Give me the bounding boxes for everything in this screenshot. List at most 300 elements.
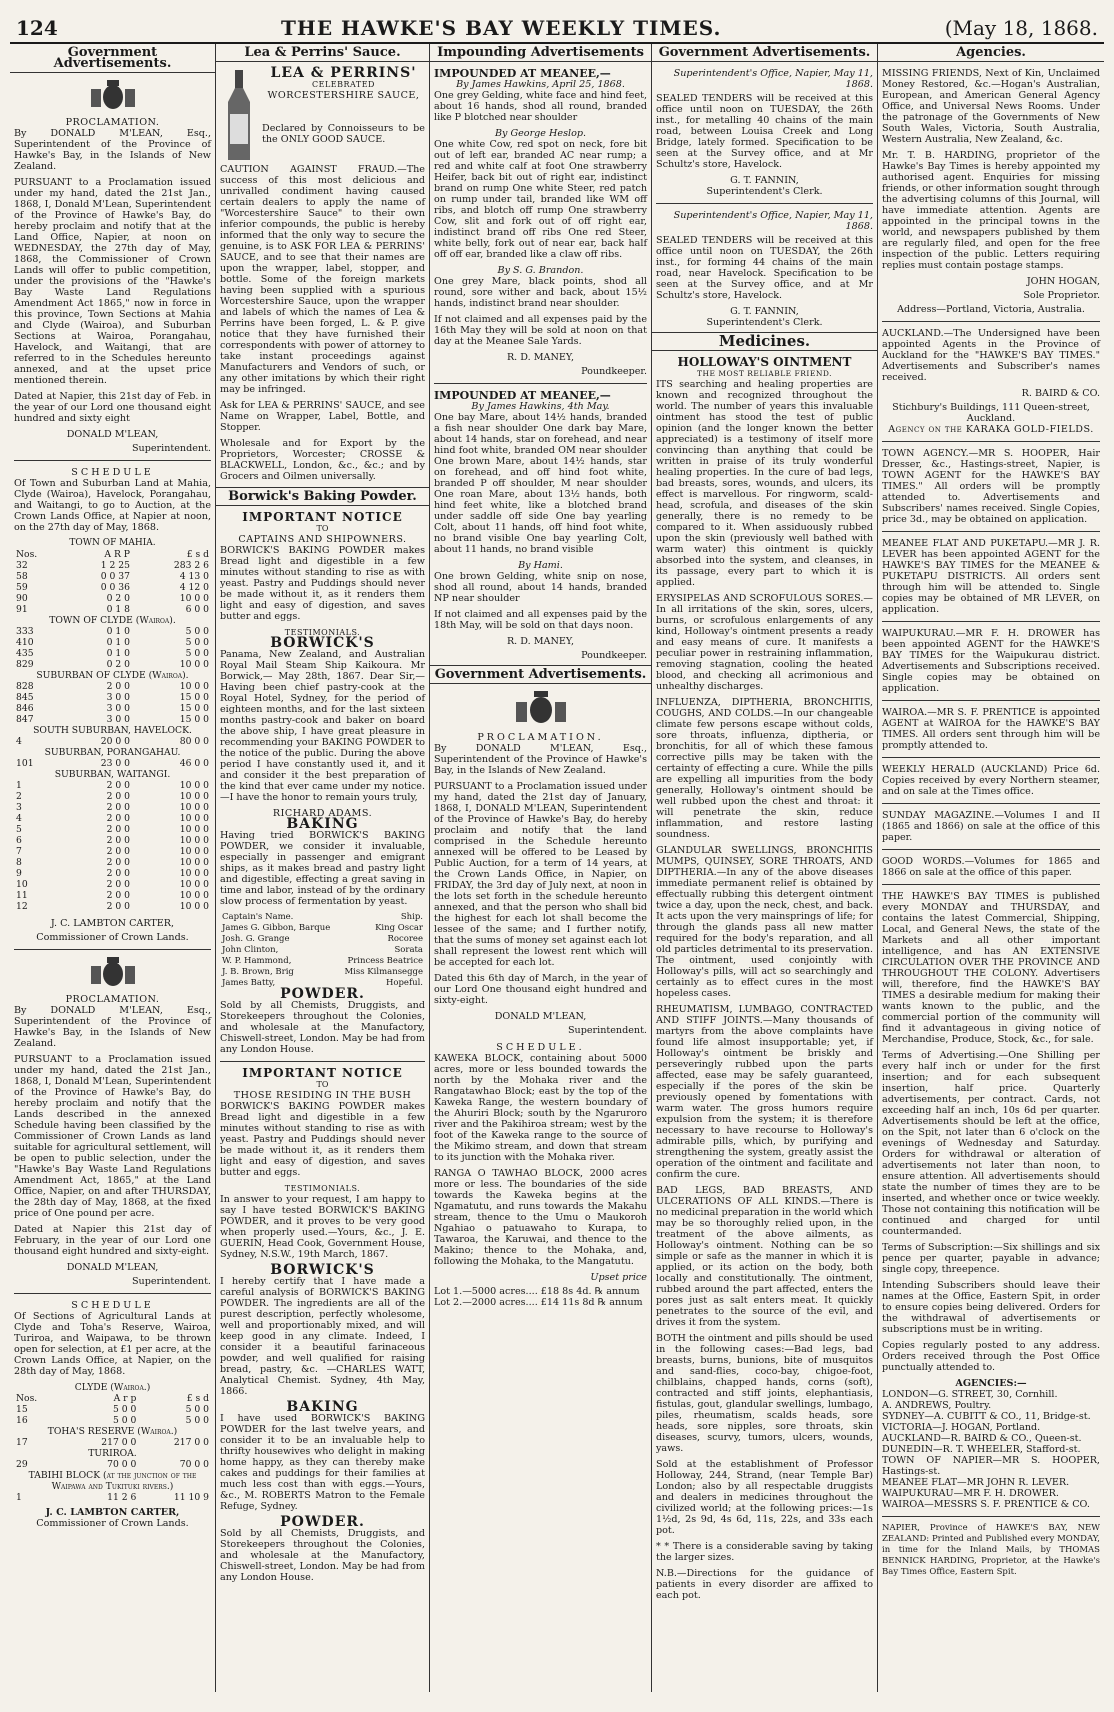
poundkeeper-name: R. D. MANEY, — [506, 352, 575, 363]
testimonial-letter: Panama, New Zealand, and Australian Royal Mail Steam Ship Kaikoura. Mr Borwick,— May 28th, 1867. Dear Sir,—Having been chief pastry-cook at the Royal Hotel, Sydney, for the period of eighteen months, and for the last sixteen months pastry-cook and baker on board the above ship, I have great pleasure in recommending your BAKING POWDER to the notice of the public. During the above period I have constantly used it, and it and consider it the best preparation of the kind that ever came under my notice.—I have the honor to remain yours truly, — [220, 649, 425, 803]
columns — [10, 44, 1104, 1692]
column-heading: Government Advertisements. — [652, 44, 877, 62]
agencies-list — [882, 1389, 1100, 1510]
table-row — [14, 791, 211, 802]
signatory-name: DONALD M'LEAN, — [494, 1011, 587, 1022]
list-item: AUCKLAND—R. BAIRD & CO., Queen-st. — [882, 1433, 1082, 1444]
agency-ad: WEEKLY HERALD (AUCKLAND) Price 6d. Copies received by every Northern steamer, and on sale at the Times office. — [882, 764, 1100, 797]
agency-ad: THE HAWKE'S BAY TIMES is published every MONDAY and THURSDAY, and contains the latest Commercial, Shipping, Local, and General News, the state of the Markets and all other important intelligence, and has AN EXTENSIVE CIRCULATION OVER THE PROVINCE AND THROUGHOUT THE COLONY. Advertisers will, therefore, find the HAWKE'S BAY TIMES a desirable medium for making their wants known to the public, and the commercial portion of the community will find it advantageous in giving notice of Merchandise, Produce, Stock, &c., for sale. — [882, 891, 1100, 1045]
table-cell: 10 0 0 — [179, 857, 209, 868]
impound-by: By James Hawkins, April 25, 1868. — [456, 79, 625, 90]
signatory-role: Superintendent. — [131, 443, 211, 454]
table-cell: 10 0 0 — [179, 824, 209, 835]
signatory-name: R. BAIRD & CO. — [1021, 388, 1100, 399]
poundkeeper-name: R. D. MANEY, — [506, 636, 575, 647]
table-row — [14, 659, 211, 670]
table-row — [220, 945, 425, 956]
agency-ad: SUNDAY MAGAZINE.—Volumes I and II (1865 and 1866) on sale at the office of this paper. — [882, 810, 1100, 843]
agency-ad: Copies regularly posted to any address. Orders received through the Post Office punctually attended to. — [882, 1340, 1100, 1373]
holloway-text: GLANDULAR SWELLINGS, BRONCHITIS MUMPS, QUINSEY, SORE THROATS, AND DIPTHERIA.—In any of the above diseases immediate permanent relief is obtained by effectually rubbing this detergent ointment twice a day, upon the neck, chest, and back. It acts upon the very mainsprings of life; for through the glands pass all new matter required for the body's reparation, and all old particles detrimental to its preservation. The ointment, used conjointly with Holloway's pills, will act so searchingly and certainly as to effect cures in the most hopeless cases. — [656, 845, 873, 999]
office-dateline: Superintendent's Office, Napier, May 11, 1868. — [673, 68, 873, 90]
table-cell: £ s d — [186, 1393, 209, 1404]
table-cell: 1 2 25 — [100, 560, 130, 571]
table-caption-row — [14, 747, 211, 758]
table-row — [14, 868, 211, 879]
table-cell: 15 0 0 — [179, 692, 209, 703]
table-cell: 10 0 0 — [179, 835, 209, 846]
holloway-text: ITS searching and healing properties are known and recognized throughout the world. The number of years this invaluable ointment has stood the test of public opinion (and the longer known the better appreciated) is a testimony of itself more convincing than anything that could be written in praise of its truly wonderful healing properties. In the cure of bad legs, bad breasts, sores, wounds, and ulcers, its effect is marvellous. For ringworm, scald-head, scrofula, and diseases of the skin generally, there is no remedy to be compared to it. When assiduously rubbed upon the skin (previously well bathed with warm water) this ointment is quickly absorbed into the system, and cleanses, in its passage, every part to which it is applied. — [656, 379, 873, 588]
table-cell: 5 — [16, 824, 22, 835]
table-cell: 10 0 0 — [179, 802, 209, 813]
testimonial-signature: RICHARD ADAMS. — [272, 808, 373, 819]
table-cell: 0 0 37 — [100, 571, 130, 582]
table-cell: 6 — [16, 835, 22, 846]
sauce-wholesale: Wholesale and for Export by the Proprietors, Worcester; CROSSE & BLACKWELL, London, &c., &c.; and by Grocers and Oilmen universally. — [220, 438, 425, 482]
table-caption: SUBURBAN, PORANGAHAU. — [44, 747, 181, 758]
section-heading: Government Advertisements. — [430, 665, 651, 684]
table-cell: Josh. G. Grange — [222, 934, 290, 944]
coat-of-arms-icon — [506, 690, 576, 728]
proclamation-body: PURSUANT to a Proclamation issued under my hand, dated the 21st Jan., 1868, I, Donald M'Lean, Superintendent of the Province of Hawke's Bay, do hereby proclaim and notify that at the Land Office, Napier, at noon on WEDNESDAY, the 27th day of May, 1868, the Commissioner of Crown Lands will offer to public competition, under the provisions of the "Hawke's Bay Waste Land Regulations Amendment Act 1865," now in force in this province, Town Sections at Mahia and Clyde (Wairoa), and Suburban Sections at Wairoa, Porangahau, Havelock, and Waitangi, that are referred to in the Schedules hereunto annexed, and at the upset price mentioned therein. — [14, 177, 211, 386]
table-cell: 15 0 0 — [179, 714, 209, 725]
upset-price-label: Upset price — [590, 1272, 647, 1283]
table-cell: 5 0 0 — [112, 1404, 137, 1415]
table-row — [220, 956, 425, 967]
table-cell: 2 — [16, 791, 22, 802]
table-cell: 217 0 0 — [173, 1437, 209, 1448]
table-row — [14, 681, 211, 692]
signatory-role: Superintendent. — [131, 1276, 211, 1287]
proclamation-title: PROCLAMATION. — [65, 117, 160, 128]
table-row — [14, 901, 211, 912]
table-cell: 0 1 0 — [106, 637, 130, 648]
table-cell: 10 0 0 — [179, 846, 209, 857]
table-cell: 16 — [16, 1415, 28, 1426]
table-cell: 8 — [16, 857, 22, 868]
holloway-text: RHEUMATISM, LUMBAGO, CONTRACTED AND STIFF JOINTS.—Many thousands of martyrs from the above complaints have found life almost insupportable; yet, if Holloway's ointment be briskly and perseveringly rubbed upon the parts affected, ease may be safely guaranteed, especially if the pores of the skin be previously opened by fomentations with warm water. The gross humors require expulsion from the system; it is therefore necessary to have recourse to Holloway's admirable pills, which, by purifying and strengthening the system, greatly assist the operation of the ointment and facilitate and confirm the cure. — [656, 1004, 873, 1180]
table-cell: 410 — [16, 637, 34, 648]
table-cell: 46 0 0 — [179, 758, 209, 769]
table-cell: John Clinton, — [222, 945, 279, 955]
ad-text: Sold by all Chemists, Druggists, and Storekeepers throughout the Colonies, and wholesale at the Manufactory, Chiswell-street, London. May be had from any London House. — [220, 1528, 425, 1583]
table-cell: 101 — [16, 758, 34, 769]
impound-list: One grey Mare, black points, shod all round, sore wither and back, about 15½ hands, indistinct brand near shoulder. — [434, 276, 647, 309]
table-row — [14, 571, 211, 582]
agency-ad: MISSING FRIENDS, Next of Kin, Unclaimed Money Restored, &c.—Hogan's Australian, European, and American General Agency Office, and Universal News Rooms. Under the patronage of the Governments of New South Wales, Victoria, South Australia, Western Australia, New Zealand, &c. — [882, 68, 1100, 145]
agencies-title: AGENCIES:— — [955, 1378, 1027, 1389]
table-header-row — [14, 1393, 211, 1404]
ships-table — [220, 912, 425, 989]
coat-of-arms-icon — [83, 79, 143, 113]
proclamation-title: PROCLAMATION. — [65, 994, 160, 1005]
table-cell: 5 0 0 — [185, 648, 209, 659]
table-caption-row — [14, 1448, 211, 1459]
lot-line: Lot 1.—5000 acres.... £18 8s 4d. ℞ annum — [434, 1286, 640, 1297]
agency-ad: Terms of Advertising.—One Shilling per every half inch or under for the first insertion; and for each subsequent insertion, half price. Quarterly advertisements, per contract. Cards, not exceeding half an inch, 10s 6d per quarter. Advertisements should be left at the office, on the Spit, not later than 6 o'clock on the evenings of Wednesday and Saturday. Orders for withdrawal or alteration of advertisements not later than noon, to ensure attention. All advertisements should state the number of times they are to be inserted, and whether once or twice weekly. Those not containing this notification will be continued and charged for until countermanded. — [882, 1050, 1100, 1237]
table-cell: 11 — [16, 890, 28, 901]
table-row — [14, 846, 211, 857]
table-cell: 10 0 0 — [179, 901, 209, 912]
signatory-role: Commissioner of Crown Lands. — [36, 932, 189, 943]
table-row — [14, 1459, 211, 1470]
table-row — [14, 714, 211, 725]
holloway-text: Sold at the establishment of Professor Holloway, 244, Strand, (near Temple Bar) London; also by all respectable druggists and dealers in medicines throughout the civilized world; at the following prices:—1s 1½d, 2s 9d, 4s 6d, 11s, 22s, and 33s each pot. — [656, 1459, 873, 1536]
ad-text: Sold by all Chemists, Druggists, and Storekeepers throughout the Colonies, and wholesale at the Manufactory, Chiswell-street, London. May be had from any London House. — [220, 1000, 425, 1055]
table-cell: 10 0 0 — [179, 868, 209, 879]
table-cell: 2 0 0 — [106, 824, 130, 835]
table-cell: 10 0 0 — [179, 659, 209, 670]
table-cell: Rocoree — [387, 934, 423, 944]
list-item: SYDNEY—A. CUBITT & CO., 11, Bridge-st. — [882, 1411, 1091, 1422]
notice-title: IMPORTANT NOTICE — [242, 510, 403, 524]
agency-ad: Terms of Subscription:—Six shillings and six pence per quarter, payable in advance; single copy, threepence. — [882, 1242, 1100, 1275]
table-cell: £ s d — [186, 549, 209, 560]
table-caption: TOWN OF MAHIA. — [69, 538, 156, 548]
table-cell: 4 — [16, 736, 22, 747]
ad-text: BORWICK'S BAKING POWDER makes Bread light and digestible in a few minutes without standing to rise as with yeast. Pastry and Puddings should never be made without it, as it renders them light and easy of digestion, and saves butter and eggs. — [220, 545, 425, 622]
sauce-caution: CAUTION AGAINST FRAUD.—The success of this most delicious and unrivalled condiment having caused certain dealers to apply the name of "Worcestershire Sauce" to their own inferior compounds, the public is hereby informed that the only way to secure the genuine, is to ASK FOR LEA & PERRINS' SAUCE, and to see that their names are upon the wrapper, label, stopper, and bottle. Some of the foreign markets having been supplied with a spurious Worcestershire Sauce, upon the wrapper and labels of which the names of Lea & Perrins have been forged, L. & P. give notice that they have furnished their correspondents with power of attorney to take instant proceedings against Manufacturers and Vendors of such, or any other imitations by which their right may be infringed. — [220, 164, 425, 395]
table-cell: A R P — [104, 549, 130, 560]
agency-ad: MEANEE FLAT AND PUKETAPU.—MR J. R. LEVER has been appointed AGENT for the HAWKE'S BAY TIMES for the MEANEE & PUKETAPU DISTRICTS. All orders sent through him will be attended to. Single copies may be obtained of MR LEVER, on application. — [882, 538, 1100, 615]
table-row — [14, 758, 211, 769]
table-cell: 2 0 0 — [106, 846, 130, 857]
table-cell: 3 0 0 — [106, 714, 130, 725]
sauce-brand: LEA & PERRINS' — [270, 65, 417, 81]
table-header-row — [220, 912, 425, 923]
table-cell: 10 0 0 — [179, 879, 209, 890]
holloway-text: N.B.—Directions for the guidance of patients in every disorder are affixed to each pot. — [656, 1568, 873, 1601]
table-caption: SUBURBAN, WAITANGI. — [54, 769, 171, 780]
table-cell: 5 0 0 — [185, 637, 209, 648]
list-item: TOWN OF NAPIER—MR S. HOOPER, Hastings-st. — [882, 1455, 1100, 1477]
table-cell: 2 0 0 — [106, 868, 130, 879]
table-cell: 1 — [16, 780, 22, 791]
table-row — [14, 835, 211, 846]
impound-by: By George Heslop. — [494, 128, 587, 139]
schedule-table — [14, 1382, 211, 1503]
holloway-text: * * There is a considerable saving by taking the larger sizes. — [656, 1541, 873, 1563]
newspaper-page — [10, 10, 1104, 1692]
table-row — [14, 692, 211, 703]
schedule-table — [14, 549, 211, 912]
signatory-role: Superintendent's Clerk. — [706, 317, 823, 328]
table-cell: 0 2 0 — [106, 659, 130, 670]
signatory-role: Sole Proprietor. — [1023, 290, 1100, 301]
holloway-text: ERYSIPELAS AND SCROFULOUS SORES.—In all irritations of the skin, sores, ulcers, burns, or scrofulous enlargements of any kind, Holloway's ointment presents a ready and easy means of cure. It manifests a peculiar power in restraining inflammation, removing stagnation, cooling the heated blood, and checking all acrimonious and unhealthy discharges. — [656, 593, 873, 692]
table-cell: 10 0 0 — [179, 890, 209, 901]
agency-karaka: Agency on the KARAKA GOLD-FIELDS. — [888, 424, 1094, 435]
table-row — [14, 593, 211, 604]
proclamation-dated: Dated at Napier, this 21st day of Feb. in the year of our Lord one thousand eight hundred and sixty eight — [14, 391, 211, 424]
signatory-name: DONALD M'LEAN, — [66, 429, 159, 440]
section-heading: Borwick's Baking Powder. — [216, 487, 429, 506]
agency-address: Stichbury's Buildings, 111 Queen-street, Auckland. — [892, 402, 1090, 424]
table-caption-row — [14, 769, 211, 780]
proclamation-by: By DONALD M'LEAN, Esq., Superintendent of the Province of Hawke's Bay, in the Islands of New Zealand. — [14, 1005, 211, 1049]
section-heading: Medicines. — [652, 332, 877, 351]
tender-notice: SEALED TENDERS will be received at this office until noon on TUESDAY, the 26th inst., for metalling 40 chains of the main road, between Louisa Creek and Long Bridge, lately formed. Specification to be seen at the Survey office, and at Mr Schultz's store, Havelock. — [656, 93, 873, 170]
testimonial-letter: I hereby certify that I have made a careful analysis of BORWICK'S BAKING POWDER. The ingredients are all of the purest description, perfectly wholesome, well and proportionably mixed, and will keep good in any climate. Indeed, I consider it a beautiful farinaceous powder, and well qualified for raising bread, pastry, &c. —CHARLES WATT, Analytical Chemist. Sydney, 4th May, 1866. — [220, 1276, 425, 1397]
column-lea-perrins — [216, 44, 430, 1692]
proclamation-body: PURSUANT to a Proclamation issued under my hand, dated the 21st day of January, 1868, I, DONALD M'LEAN, Superintendent of the Province of Hawke's Bay, do hereby proclaim and notify that the land comprised in the Schedule hereunto annexed will be offered to be Leased by Public Auction, for a term of 14 years, at the Crown Lands Office, in Napier, on FRIDAY, the 3rd day of July next, at noon in the lots set forth in the schedule hereunto annexed, and that the person who shall bid the highest for each lot shall become the lessee of the same; and I further notify, that the sums of money set against each lot shall represent the lowest rent which will be accepted for each lot. — [434, 781, 647, 968]
ad-text: BORWICK'S BAKING POWDER makes Bread light and digestible in a few minutes without standing to rise as with yeast. Pastry and Puddings should never be made without it, as it renders them light and easy of digestion, and saves butter and eggs. — [220, 1101, 425, 1178]
table-cell: 20 0 0 — [100, 736, 130, 747]
table-cell: 10 0 0 — [179, 780, 209, 791]
table-cell: 333 — [16, 626, 34, 637]
holloway-title: HOLLOWAY'S OINTMENT — [677, 355, 852, 369]
table-cell: 10 — [16, 879, 28, 890]
column-impounding — [430, 44, 652, 1692]
table-row — [14, 604, 211, 615]
table-row — [14, 560, 211, 571]
column-agencies — [878, 44, 1104, 1692]
signatory-name: DONALD M'LEAN, — [66, 1262, 159, 1273]
column-government-1 — [10, 44, 216, 1692]
table-cell: 847 — [16, 714, 34, 725]
testimonials-label: TESTIMONIALS. — [284, 628, 361, 637]
table-cell: 0 0 36 — [100, 582, 130, 593]
table-row — [14, 813, 211, 824]
table-cell: 15 0 0 — [179, 703, 209, 714]
agency-ad: TOWN AGENCY.—MR S. HOOPER, Hair Dresser, &c., Hastings-street, Napier, is TOWN AGENT for the HAWKE'S BAY TIMES." All orders will be promptly attended to. Advertisements and Subscribers' names received. Single Copies, price 3d., may be obtained on application. — [882, 448, 1100, 525]
table-caption-row — [14, 615, 211, 626]
table-caption: TOWN OF CLYDE (Wairoa). — [49, 615, 176, 626]
table-cell: Nos. — [16, 1393, 38, 1404]
table-row — [14, 626, 211, 637]
notice-audience: THOSE RESIDING IN THE BUSH — [233, 1090, 412, 1101]
ad-display-word: BORWICK'S — [270, 1262, 375, 1278]
agency-address: Address—Portland, Victoria, Australia. — [897, 304, 1085, 315]
table-row — [14, 802, 211, 813]
sauce-bottle-icon — [220, 68, 258, 164]
table-cell: 2 0 0 — [106, 802, 130, 813]
table-caption: TABIHI BLOCK (at the junction of the Waipawa and Tukituki rivers.) — [28, 1470, 197, 1492]
table-cell: 2 0 0 — [106, 681, 130, 692]
table-cell: 58 — [16, 571, 28, 582]
ad-display-word: POWDER. — [280, 1514, 365, 1530]
impound-notice: If not claimed and all expenses paid by the 16th May they will be sold at noon on that day at the Meanee Sale Yards. — [434, 314, 647, 347]
table-row — [14, 736, 211, 747]
table-cell: 845 — [16, 692, 34, 703]
table-row — [14, 703, 211, 714]
schedule-intro: Of Sections of Agricultural Lands at Clyde and Toha's Reserve, Wairoa, Turiroa, and Waipawa, to be thrown open for selection, at £1 per acre, at the Crown Lands Office, at Napier, on the 28th day of May, 1868. — [14, 1311, 211, 1377]
ad-display-word: BAKING — [286, 1399, 359, 1415]
table-cell: Princess Beatrice — [347, 956, 423, 966]
list-item: WAIPUKURAU—MR F. H. DROWER. — [882, 1488, 1059, 1499]
holloway-text: INFLUENZA, DIPTHERIA, BRONCHITIS, COUGHS, AND COLDS.—In our changeable climate few persons escape without colds, sore throats, influenza, diptheria, or bronchitis, for all of which these famous corrective pills may be taken with the certainty of effecting a cure. While the pills are expelling all impurities from the body generally, Holloway's ointment should be well rubbed upon the chest and throat: it will penetrate the skin, reduce inflammation, and restore lasting soundness. — [656, 697, 873, 840]
signatory-name: G. T. FANNIN, — [730, 306, 799, 317]
table-cell: 11 2 6 — [107, 1492, 137, 1503]
signatory-name: JOHN HOGAN, — [1026, 276, 1100, 287]
table-cell: J. B. Brown, Brig — [222, 967, 294, 977]
impound-list: One bay Mare, about 14½ hands, branded a fish near shoulder One dark bay Mare, about 14 hands, star on forehead, and near hind foot white, branded OM near shoulder One brown Mare, about 14½ hands, star on forehead, and off hind foot white, branded P off shoulder, M near shoulder One roan Mare, about 13½ hands, both hind feet white, like a blotched brand under saddle off side One bay yearling Colt, about 11 hands, off hind foot white, no brand visible One bay yearling Colt, about 11 hands, no brand visible — [434, 412, 647, 555]
impound-list: One brown Gelding, white snip on nose, shod all round, about 14 hands, branded NP near shoulder — [434, 571, 647, 604]
masthead — [10, 10, 1104, 44]
table-cell: 7 — [16, 846, 22, 857]
sauce-ask: Ask for LEA & PERRINS' SAUCE, and see Name on Wrapper, Label, Bottle, and Stopper. — [220, 400, 425, 433]
list-item: DUNEDIN—R. T. WHEELER, Stafford-st. — [882, 1444, 1081, 1455]
table-row — [14, 648, 211, 659]
impound-by: By S. G. Brandon. — [497, 265, 584, 276]
table-cell: 0 1 8 — [106, 604, 130, 615]
table-cell: Miss Kilmansegge — [344, 967, 423, 977]
table-cell: 2 0 0 — [106, 780, 130, 791]
table-row — [14, 1437, 211, 1448]
table-caption-row — [14, 1426, 211, 1437]
sauce-celebrated: CELEBRATED — [312, 80, 375, 89]
table-cell: 4 12 0 — [179, 582, 209, 593]
table-row — [14, 1492, 211, 1503]
table-cell: 0 1 0 — [106, 648, 130, 659]
table-cell: 828 — [16, 681, 34, 692]
schedule-title: SCHEDULE — [71, 467, 154, 478]
table-cell: 59 — [16, 582, 28, 593]
column-heading: Lea & Perrins' Sauce. — [216, 44, 429, 62]
table-cell: 12 — [16, 901, 28, 912]
list-item: LONDON—G. STREET, 30, Cornhill. — [882, 1389, 1058, 1400]
table-cell: Sorata — [394, 945, 423, 955]
table-row — [14, 1404, 211, 1415]
table-cell: James Batty, — [222, 978, 276, 988]
impound-list: One white Cow, red spot on neck, fore bit out of left ear, branded AC near rump; a red and white calf at foot One strawberry Heifer, back bit out of right ear, indistinct brand on rump One white Steer, red patch on rump under tail, branded like WM off ribs, and blotch off rump One strawberry Cow, slit and fork out of off right ear, indistinct brand off ribs One red Steer, white belly, fork out of near ear, back half off off ear, branded like a claw off ribs. — [434, 139, 647, 260]
impound-by: By James Hawkins, 4th May. — [471, 401, 610, 412]
table-cell: 70 0 0 — [179, 1459, 209, 1470]
column-heading: Agencies. — [878, 44, 1104, 62]
schedule-title: SCHEDULE — [71, 1300, 154, 1311]
impound-by: By Hami. — [518, 560, 563, 571]
table-row — [14, 637, 211, 648]
table-cell: 0 1 0 — [106, 626, 130, 637]
ad-display-word: POWDER. — [280, 986, 365, 1002]
table-cell: 10 0 0 — [179, 791, 209, 802]
table-cell: Hopeful. — [385, 978, 423, 988]
proclamation-body: PURSUANT to a Proclamation issued under my hand, dated the 21st Jan., 1868, I, Donald M'Lean, Superintendent of the Province of Hawke's Bay, do hereby proclaim and notify that the Lands described in the annexed Schedule having been classified by the Commissioner of Crown Lands as land suitable for agricultural settlement, will be open to public selection, under the "Hawke's Bay Waste Land Regulations Amendment Act, 1865," at the Land Office, Napier, on and after THURSDAY, the 28th day of May, 1868, at the fixed price of One pound per acre. — [14, 1054, 211, 1219]
table-header-row — [14, 549, 211, 560]
proclamation-dated: Dated this 6th day of March, in the year of our Lord One thousand eight hundred and sixty-eight. — [434, 973, 647, 1006]
ad-text: Having tried BORWICK'S BAKING POWDER, we consider it invaluable, especially in passenger and emigrant ships, as it makes bread and pastry light and digestible, effecting a great saving in time and labor, instead of by the ordinary slow process of fermentation by yeast. — [220, 830, 425, 907]
list-item: VICTORIA—J. HOGAN, Portland. — [882, 1422, 1041, 1433]
sauce-name: WORCESTERSHIRE SAUCE, — [267, 90, 420, 101]
table-cell: 829 — [16, 659, 34, 670]
proclamation-title: PROCLAMATION. — [477, 732, 604, 743]
poundkeeper-role: Poundkeeper. — [581, 366, 647, 377]
table-cell: 435 — [16, 648, 34, 659]
tender-notice: SEALED TENDERS will be received at this office until noon on TUESDAY, the 26th inst., for forming 44 chains of the main road, near Havelock. Specification to be seen at the Survey office, and at Mr Schultz's store, Havelock. — [656, 235, 873, 301]
list-item: WAIROA—MESSRS S. F. PRENTICE & CO. — [882, 1499, 1090, 1510]
table-row — [14, 780, 211, 791]
lot-line: Lot 2.—2000 acres.... £14 11s 8d ℞ annum — [434, 1297, 643, 1308]
signatory-role: Superintendent. — [567, 1025, 647, 1036]
table-cell: King Oscar — [375, 923, 423, 933]
table-cell: 5 0 0 — [185, 1404, 209, 1415]
office-dateline: Superintendent's Office, Napier, May 11, 1868. — [673, 210, 873, 232]
table-cell: 2 0 0 — [106, 857, 130, 868]
table-cell: Captain's Name. — [222, 912, 294, 922]
table-row — [14, 890, 211, 901]
table-cell: 5 0 0 — [112, 1415, 137, 1426]
column-government-medicines — [652, 44, 878, 1692]
table-cell: 2 0 0 — [106, 890, 130, 901]
table-cell: 70 0 0 — [107, 1459, 137, 1470]
table-caption-row — [14, 670, 211, 681]
agency-ad: GOOD WORDS.—Volumes for 1865 and 1866 on sale at the office of this paper. — [882, 856, 1100, 878]
table-cell: 10 0 0 — [179, 813, 209, 824]
table-cell: 3 — [16, 802, 22, 813]
table-cell: 3 0 0 — [106, 692, 130, 703]
table-row — [14, 1415, 211, 1426]
table-cell: 2 0 0 — [106, 879, 130, 890]
holloway-text: BOTH the ointment and pills should be used in the following cases:—Bad legs, bad breasts, burns, bunions, bite of musquitos and sand-flies, coco-bay, chigoe-foot, chilblains, chapped hands, corns (soft), contracted and stiff joints, elephantiasis, fistulas, gout, glandular swellings, lumbago, piles, rheumatism, scalds heads, sore heads, sore nipples, sore throats, skin diseases, scurvy, tumors, ulcers, wounds, yaws. — [656, 1333, 873, 1454]
schedule-title: SCHEDULE. — [496, 1042, 585, 1053]
poundkeeper-role: Poundkeeper. — [581, 650, 647, 661]
table-cell: 3 0 0 — [106, 703, 130, 714]
table-cell: 1 — [16, 1492, 22, 1503]
impound-title: IMPOUNDED AT MEANEE,— — [434, 389, 611, 402]
table-cell: 32 — [16, 560, 28, 571]
table-cell: 5 0 0 — [185, 1415, 209, 1426]
notice-to: TO — [316, 524, 329, 533]
table-caption: SOUTH SUBURBAN, HAVELOCK. — [33, 725, 192, 736]
table-caption: TOHA'S RESERVE (Wairoa.) — [47, 1426, 178, 1437]
ad-display-word: BAKING — [286, 816, 359, 832]
signatory-name: G. T. FANNIN, — [730, 175, 799, 186]
table-row — [14, 582, 211, 593]
table-cell: 5 0 0 — [185, 626, 209, 637]
signatory-name: J. C. LAMBTON CARTER, — [50, 918, 175, 929]
table-caption: CLYDE (Wairoa.) — [74, 1382, 151, 1393]
testimonials-label: TESTIMONIALS. — [284, 1184, 361, 1193]
table-cell: 10 0 0 — [179, 593, 209, 604]
holloway-text: BAD LEGS, BAD BREASTS, AND ULCERATIONS OF ALL KINDS.—There is no medicinal preparation in the world which may be so thoroughly relied upon, in the treatment of the above ailments, as Holloway's ointment. Nothing can be so simple or safe as the manner in which it is applied, or its action on the body, both locally and constitutionally. The ointment, rubbed around the part affected, enters the pores just as salt enters meat. It quickly penetrates to the source of the evil, and drives it from the system. — [656, 1185, 873, 1328]
table-cell: 2 0 0 — [106, 835, 130, 846]
notice-title: IMPORTANT NOTICE — [242, 1066, 403, 1080]
coat-of-arms-icon — [83, 956, 143, 990]
table-row — [14, 879, 211, 890]
signatory-role: Commissioner of Crown Lands. — [36, 1518, 189, 1529]
table-row — [220, 967, 425, 978]
table-cell: 15 — [16, 1404, 28, 1415]
impound-list: One grey Gelding, white face and hind feet, about 16 hands, shod all round, branded like P blotched near shoulder — [434, 90, 647, 123]
table-cell: 9 — [16, 868, 22, 879]
signatory-role: Superintendent's Clerk. — [706, 186, 823, 197]
testimonial-letter: In answer to your request, I am happy to say I have tested BORWICK'S BAKING POWDER, and it proves to be very good when properly used.—Yours, &c., J. E. GUERIN, Head Cook, Government House, Sydney, N.S.W., 19th March, 1867. — [220, 1194, 425, 1260]
agency-ad: AUCKLAND.—The Undersigned have been appointed Agents in the Province of Auckland for the "HAWKE'S BAY TIMES." Advertisements and Subscriber's names received. — [882, 328, 1100, 383]
table-cell: 90 — [16, 593, 28, 604]
table-cell: W. P. Hammond, — [222, 956, 292, 966]
table-row — [14, 857, 211, 868]
table-cell: 80 0 0 — [179, 736, 209, 747]
table-caption-row — [14, 725, 211, 736]
table-caption-row — [14, 1382, 211, 1393]
table-cell: 6 0 0 — [185, 604, 209, 615]
sauce-declared: Declared by Connoisseurs to be the ONLY GOOD SAUCE. — [262, 123, 425, 145]
table-cell: 4 — [16, 813, 22, 824]
agency-ad: Intending Subscribers should leave their names at the Office, Eastern Spit, in order to ensure copies being delivered. Orders for the withdrawal of advertisements or subscriptions must be in writing. — [882, 1280, 1100, 1335]
table-row — [220, 934, 425, 945]
agency-ad: WAIROA.—MR S. F. PRENTICE is appointed AGENT at WAIROA for the HAWKE'S BAY TIMES. All orders sent through him will be promptly attended to. — [882, 707, 1100, 751]
table-cell: 2 0 0 — [106, 791, 130, 802]
proclamation-dated: Dated at Napier this 21st day of February, in the year of our Lord one thousand eight hundred and sixty-eight. — [14, 1224, 211, 1257]
table-cell: 217 0 0 — [101, 1437, 137, 1448]
proclamation-by: By DONALD M'LEAN, Esq., Superintendent of the Province of Hawke's Bay, in the Islands of New Zealand. — [434, 743, 647, 776]
column-heading: Government Advertisements. — [10, 44, 215, 73]
list-item: MEANEE FLAT—MR JOHN R. LEVER. — [882, 1477, 1070, 1488]
ad-display-word: BORWICK'S — [270, 635, 375, 651]
table-cell: 2 0 0 — [106, 813, 130, 824]
list-item: A. ANDREWS, Poultry. — [882, 1400, 992, 1411]
page-number: 124 — [16, 16, 58, 40]
schedule-text: RANGA O TAWHAO BLOCK, 2000 acres more or less. The boundaries of the side towards the Kaweka begins at the Ngamatutu, and runs towards the Makahu stream, thence to the Umu o Maukoroh Ngahiao o patuawaho to Kurapa, to Tawaroa, the Karuwai, and thence to the Makino; thence to the Mohaka, and, following the Mohaka, to the Mangatutu. — [434, 1168, 647, 1267]
